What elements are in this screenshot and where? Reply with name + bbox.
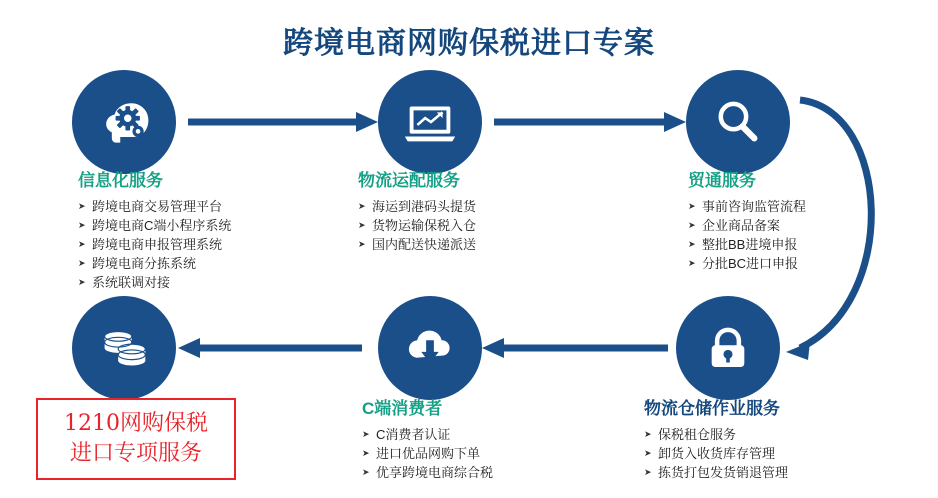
- callout-line-1: 1210网购保税: [64, 411, 208, 436]
- list-item: ➤ 跨境电商交易管理平台: [78, 197, 231, 216]
- list-item: ➤ 跨境电商申报管理系统: [78, 235, 231, 254]
- node-item-list: [78, 197, 231, 292]
- node-item-list: [358, 197, 476, 254]
- node-heading: C端消费者: [362, 399, 443, 418]
- lock-icon: [699, 319, 757, 377]
- list-item: ➤ 跨境电商分拣系统: [78, 254, 231, 273]
- page-title: 跨境电商网购保税进口专案: [283, 27, 655, 60]
- callout-box: [36, 398, 236, 480]
- list-item: ➤ 保税租仓服务: [644, 425, 788, 444]
- list-item: ➤ 卸货入收货库存管理: [644, 444, 788, 463]
- list-item: ➤ 进口优品网购下单: [362, 444, 493, 463]
- list-item: ➤ 海运到港码头提货: [358, 197, 476, 216]
- node-heading: 贸通服务: [688, 171, 756, 190]
- list-item: ➤ 国内配送快递派送: [358, 235, 476, 254]
- magnifier-icon: [709, 93, 767, 151]
- node-warehouse-service: [644, 394, 788, 482]
- coins-icon: [93, 317, 155, 379]
- icon-circle-money: [72, 296, 176, 400]
- node-info-service: [78, 166, 231, 292]
- node-c-consumer: [362, 394, 493, 482]
- list-item: ➤ 拣货打包发货销退管理: [644, 463, 788, 482]
- icon-circle-logistics-service: [378, 70, 482, 174]
- list-item: ➤ 跨境电商C端小程序系统: [78, 216, 231, 235]
- icon-circle-c-consumer: [378, 296, 482, 400]
- list-item: ➤ 事前咨询监管流程: [688, 197, 806, 216]
- node-heading: 信息化服务: [78, 171, 163, 190]
- list-item: ➤ 企业商品备案: [688, 216, 806, 235]
- brain-gear-icon: [94, 92, 154, 152]
- icon-circle-warehouse-service: [676, 296, 780, 400]
- list-item: ➤ 优享跨境电商综合税: [362, 463, 493, 482]
- list-item: ➤ 整批BB进境申报: [688, 235, 806, 254]
- node-logistics-service: [358, 166, 476, 254]
- node-item-list: [688, 197, 806, 273]
- node-heading: 物流仓储作业服务: [644, 399, 780, 418]
- node-item-list: [644, 425, 788, 482]
- list-item: ➤ 货物运输保税入仓: [358, 216, 476, 235]
- laptop-chart-icon: [399, 91, 461, 153]
- node-item-list: [362, 425, 493, 482]
- node-heading: 物流运配服务: [358, 171, 460, 190]
- cloud-download-icon: [399, 317, 461, 379]
- icon-circle-info-service: [72, 70, 176, 174]
- list-item: ➤ 分批BC进口申报: [688, 254, 806, 273]
- list-item: ➤ 系统联调对接: [78, 273, 231, 292]
- list-item: ➤ C消费者认证: [362, 425, 493, 444]
- icon-circle-trade-service: [686, 70, 790, 174]
- callout-line-2: 进口专项服务: [69, 441, 202, 466]
- node-trade-service: [688, 166, 806, 273]
